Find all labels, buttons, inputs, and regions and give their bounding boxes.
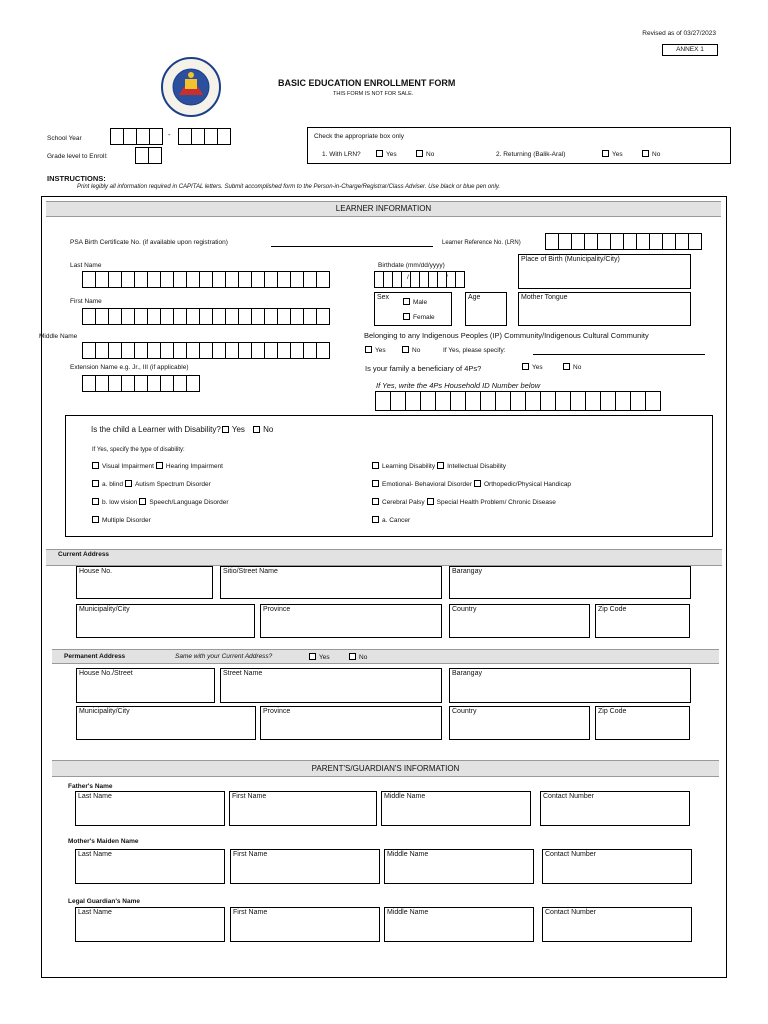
char-cell[interactable] bbox=[95, 271, 109, 288]
disability-option-label: b. low vision bbox=[102, 499, 138, 506]
disability-specify-label: If Yes, specify the type of disability: bbox=[92, 447, 185, 453]
same-address-no[interactable]: No bbox=[349, 653, 367, 661]
char-cell[interactable] bbox=[238, 308, 252, 325]
lrn-input[interactable] bbox=[545, 233, 701, 250]
guardian-name-label: Legal Guardian's Name bbox=[68, 898, 140, 905]
guardian-first-name-field[interactable]: First Name bbox=[230, 907, 380, 942]
char-cell[interactable] bbox=[95, 308, 109, 325]
extension-input[interactable] bbox=[82, 375, 199, 392]
char-cell[interactable] bbox=[251, 308, 265, 325]
char-cell[interactable] bbox=[649, 233, 663, 250]
ip-specify-input[interactable] bbox=[533, 354, 705, 355]
char-cell[interactable] bbox=[147, 375, 161, 392]
disability-option[interactable] bbox=[139, 499, 228, 506]
instructions-text: Print legibly all information required in CAPITAL letters. Submit accomplished form to the Person-in-Charge/Registrar/Class Adviser. Use black or blue pen only. bbox=[77, 184, 501, 190]
disability-yes-checkbox[interactable] bbox=[222, 426, 229, 433]
checkbox[interactable] bbox=[372, 498, 379, 505]
char-cell[interactable] bbox=[455, 271, 465, 288]
ip-yes[interactable]: Yes bbox=[365, 346, 386, 354]
sex-female[interactable]: Female bbox=[403, 313, 435, 321]
char-cell[interactable] bbox=[82, 342, 96, 359]
char-cell[interactable] bbox=[199, 308, 213, 325]
char-cell[interactable] bbox=[405, 391, 421, 411]
disability-option-label: a. Cancer bbox=[382, 517, 411, 524]
char-cell[interactable] bbox=[186, 308, 200, 325]
parents-info-header: PARENT'S/GUARDIAN'S INFORMATION bbox=[52, 760, 719, 777]
place-of-birth-field[interactable]: Place of Birth (Municipality/City) bbox=[518, 254, 691, 289]
char-cell[interactable] bbox=[570, 391, 586, 411]
disability-option-label: Autism Spectrum Disorder bbox=[134, 481, 211, 488]
char-cell[interactable] bbox=[147, 342, 161, 359]
char-cell[interactable] bbox=[212, 271, 226, 288]
char-cell[interactable] bbox=[597, 233, 611, 250]
char-cell[interactable] bbox=[264, 271, 278, 288]
check-box-panel bbox=[307, 127, 731, 164]
char-cell[interactable] bbox=[600, 391, 616, 411]
current-address-title: Current Address bbox=[58, 551, 110, 558]
char-cell[interactable] bbox=[688, 233, 702, 250]
char-cell[interactable] bbox=[173, 308, 187, 325]
disability-option[interactable] bbox=[92, 499, 137, 506]
form-subtitle: THIS FORM IS NOT FOR SALE. bbox=[333, 91, 414, 97]
school-year-label: School Year bbox=[47, 135, 82, 142]
with-lrn-yes[interactable]: Yes bbox=[376, 150, 397, 158]
permanent-address-header bbox=[52, 649, 719, 664]
same-address-question: Same with your Current Address? bbox=[175, 653, 273, 660]
char-cell[interactable] bbox=[121, 342, 135, 359]
char-cell[interactable] bbox=[121, 308, 135, 325]
char-cell[interactable] bbox=[82, 375, 96, 392]
disability-option[interactable] bbox=[125, 481, 211, 488]
birthdate-slash-2: / bbox=[446, 274, 448, 281]
char-cell[interactable] bbox=[623, 233, 637, 250]
disability-option[interactable] bbox=[92, 517, 151, 524]
deped-seal-icon bbox=[153, 57, 229, 117]
disability-option-label: Visual Impairment bbox=[102, 463, 154, 470]
char-cell[interactable] bbox=[212, 342, 226, 359]
age-field[interactable]: Age bbox=[465, 292, 507, 326]
ip-question: Belonging to any Indigenous Peoples (IP) Community/Indigenous Cultural Community bbox=[364, 331, 649, 340]
disability-option[interactable] bbox=[92, 481, 123, 488]
returning-yes[interactable]: Yes bbox=[602, 150, 623, 158]
char-cell[interactable] bbox=[584, 233, 598, 250]
mother-tongue-field[interactable]: Mother Tongue bbox=[518, 292, 691, 326]
father-name-label: Father's Name bbox=[68, 783, 113, 790]
char-cell[interactable] bbox=[95, 375, 109, 392]
first-name-input[interactable] bbox=[82, 308, 329, 325]
char-cell[interactable] bbox=[173, 342, 187, 359]
char-cell[interactable] bbox=[82, 271, 96, 288]
fourps-no[interactable]: No bbox=[563, 363, 581, 371]
char-cell[interactable] bbox=[585, 391, 601, 411]
char-cell[interactable] bbox=[199, 342, 213, 359]
checkbox[interactable] bbox=[92, 516, 99, 523]
disability-row bbox=[372, 498, 573, 516]
char-cell[interactable] bbox=[225, 308, 239, 325]
mother-first-name-field[interactable]: First Name bbox=[230, 849, 380, 884]
char-cell[interactable] bbox=[495, 391, 511, 411]
char-cell[interactable] bbox=[316, 342, 330, 359]
char-cell[interactable] bbox=[251, 271, 265, 288]
checkbox[interactable] bbox=[427, 498, 434, 505]
char-cell[interactable] bbox=[199, 271, 213, 288]
grade-level-label: Grade level to Enroll: bbox=[47, 153, 108, 160]
char-cell[interactable] bbox=[238, 342, 252, 359]
birthdate-slash-1: / bbox=[407, 274, 409, 281]
char-cell[interactable] bbox=[420, 391, 436, 411]
char-cell[interactable] bbox=[465, 391, 481, 411]
permanent-province-field[interactable]: Province bbox=[260, 706, 442, 740]
fourps-id-input[interactable] bbox=[375, 391, 660, 411]
char-cell[interactable] bbox=[82, 308, 96, 325]
char-cell[interactable] bbox=[277, 271, 291, 288]
current-street-field[interactable]: Sitio/Street Name bbox=[220, 566, 442, 599]
char-cell[interactable] bbox=[186, 342, 200, 359]
disability-option-label: Intellectual Disability bbox=[447, 463, 507, 470]
father-first-name-field[interactable]: First Name bbox=[229, 791, 377, 826]
with-lrn-label: 1. With LRN? bbox=[322, 151, 361, 158]
fourps-yes[interactable]: Yes bbox=[522, 363, 543, 371]
char-cell[interactable] bbox=[316, 271, 330, 288]
returning-no[interactable]: No bbox=[642, 150, 660, 158]
char-cell[interactable] bbox=[558, 233, 572, 250]
disability-question: Is the child a Learner with Disability? Yes No bbox=[91, 425, 274, 434]
char-cell[interactable] bbox=[316, 308, 330, 325]
char-cell[interactable] bbox=[303, 342, 317, 359]
returning-label: 2. Returning (Balik-Aral) bbox=[496, 151, 566, 158]
char-cell[interactable] bbox=[303, 271, 317, 288]
father-contact-field[interactable]: Contact Number bbox=[540, 791, 690, 826]
permanent-address-title: Permanent Address bbox=[64, 653, 126, 660]
disability-option[interactable] bbox=[372, 499, 425, 506]
char-cell[interactable] bbox=[173, 375, 187, 392]
disability-option-label: Speech/Language Disorder bbox=[149, 499, 229, 506]
disability-panel bbox=[65, 415, 713, 537]
char-cell[interactable] bbox=[95, 342, 109, 359]
checkbox[interactable] bbox=[474, 480, 481, 487]
check-box-title: Check the appropriate box only bbox=[314, 133, 404, 140]
char-cell[interactable] bbox=[134, 271, 148, 288]
disability-option-label: a. blind bbox=[102, 481, 123, 488]
disability-option[interactable] bbox=[372, 463, 435, 470]
char-cell[interactable] bbox=[264, 342, 278, 359]
char-cell[interactable] bbox=[160, 308, 174, 325]
char-cell[interactable] bbox=[108, 308, 122, 325]
psa-input[interactable] bbox=[271, 246, 433, 247]
char-cell[interactable] bbox=[108, 342, 122, 359]
disability-option[interactable] bbox=[92, 463, 154, 470]
current-barangay-field[interactable]: Barangay bbox=[449, 566, 691, 599]
char-cell[interactable] bbox=[435, 391, 451, 411]
disability-option-label: Special Health Problem/ Chronic Disease bbox=[436, 499, 556, 506]
char-cell[interactable] bbox=[610, 233, 624, 250]
char-cell[interactable] bbox=[545, 233, 559, 250]
char-cell[interactable] bbox=[510, 391, 526, 411]
char-cell[interactable] bbox=[540, 391, 556, 411]
mother-contact-field[interactable]: Contact Number bbox=[542, 849, 692, 884]
char-cell[interactable] bbox=[238, 271, 252, 288]
char-cell[interactable] bbox=[290, 308, 304, 325]
disability-option-label: Cerebral Palsy bbox=[382, 499, 425, 506]
disability-row bbox=[92, 516, 231, 534]
char-cell[interactable] bbox=[160, 271, 174, 288]
char-cell[interactable] bbox=[277, 308, 291, 325]
disability-row bbox=[92, 462, 231, 480]
char-cell[interactable] bbox=[121, 271, 135, 288]
ip-no[interactable]: No bbox=[402, 346, 420, 354]
char-cell[interactable] bbox=[225, 271, 239, 288]
instructions-label: INSTRUCTIONS: bbox=[47, 174, 106, 183]
annex-label: ANNEX 1 bbox=[662, 44, 718, 56]
char-cell[interactable] bbox=[555, 391, 571, 411]
mother-middle-name-field[interactable]: Middle Name bbox=[384, 849, 534, 884]
school-year-dash: - bbox=[168, 130, 171, 139]
current-municipality-field[interactable]: Municipality/City bbox=[76, 604, 255, 638]
char-cell[interactable] bbox=[645, 391, 661, 411]
current-address-header bbox=[46, 549, 722, 566]
guardian-middle-name-field[interactable]: Middle Name bbox=[384, 907, 534, 942]
mother-name-label: Mother's Maiden Name bbox=[68, 838, 139, 845]
disability-row bbox=[92, 480, 231, 498]
disability-row bbox=[92, 498, 231, 516]
ip-specify-label: If Yes, please specify: bbox=[443, 347, 506, 354]
char-cell[interactable] bbox=[264, 308, 278, 325]
current-country-field[interactable]: Country bbox=[449, 604, 590, 638]
checkbox[interactable] bbox=[92, 462, 99, 469]
psa-label: PSA Birth Certificate No. (if available upon registration) bbox=[70, 239, 228, 246]
same-address-yes[interactable]: Yes bbox=[309, 653, 330, 661]
school-year-start[interactable] bbox=[110, 128, 162, 145]
disability-option-label: Learning Disability bbox=[382, 463, 436, 470]
disability-option[interactable] bbox=[372, 481, 472, 488]
char-cell[interactable] bbox=[186, 375, 200, 392]
char-cell[interactable] bbox=[571, 233, 585, 250]
disability-row bbox=[372, 462, 573, 480]
char-cell[interactable] bbox=[480, 391, 496, 411]
char-cell[interactable] bbox=[290, 342, 304, 359]
char-cell[interactable] bbox=[147, 308, 161, 325]
mother-last-name-field[interactable]: Last Name bbox=[75, 849, 225, 884]
fourps-question: Is your family a beneficiary of 4Ps? bbox=[365, 364, 482, 373]
char-cell[interactable] bbox=[160, 342, 174, 359]
sex-male[interactable]: Male bbox=[403, 298, 427, 306]
current-zip-field[interactable]: Zip Code bbox=[595, 604, 690, 638]
current-house-field[interactable]: House No. bbox=[76, 566, 213, 599]
char-cell[interactable] bbox=[225, 342, 239, 359]
disability-option[interactable] bbox=[474, 481, 571, 488]
checkbox[interactable] bbox=[372, 480, 379, 487]
checkbox[interactable] bbox=[125, 480, 132, 487]
disability-list-left bbox=[92, 462, 231, 534]
char-cell[interactable] bbox=[134, 375, 148, 392]
last-name-label: Last Name bbox=[70, 262, 102, 269]
char-cell[interactable] bbox=[108, 375, 122, 392]
checkbox[interactable] bbox=[92, 498, 99, 505]
current-province-field[interactable]: Province bbox=[260, 604, 442, 638]
father-middle-name-field[interactable]: Middle Name bbox=[381, 791, 531, 826]
checkbox[interactable] bbox=[139, 498, 146, 505]
disability-option-label: Emotional- Behavioral Disorder bbox=[382, 481, 472, 488]
disability-option-label: Hearing Impairment bbox=[165, 463, 223, 470]
first-name-label: First Name bbox=[70, 298, 102, 305]
char-cell[interactable] bbox=[675, 233, 689, 250]
checkbox[interactable] bbox=[372, 462, 379, 469]
grade-level-input[interactable] bbox=[135, 147, 161, 164]
disability-option-label: Orthopedic/Physical Handicap bbox=[483, 481, 572, 488]
sex-field: Sex Male Female bbox=[374, 292, 452, 326]
school-year-end[interactable] bbox=[178, 128, 230, 145]
learner-info-header: LEARNER INFORMATION bbox=[46, 201, 721, 217]
father-last-name-field[interactable]: Last Name bbox=[75, 791, 225, 826]
disability-option[interactable] bbox=[372, 517, 410, 524]
disability-row bbox=[372, 516, 573, 534]
disability-row bbox=[372, 480, 573, 498]
char-cell[interactable] bbox=[134, 308, 148, 325]
permanent-country-field[interactable]: Country bbox=[449, 706, 590, 740]
char-cell[interactable] bbox=[173, 271, 187, 288]
disability-option[interactable] bbox=[156, 463, 223, 470]
lrn-label: Learner Reference No. (LRN) bbox=[442, 240, 521, 246]
revision-date: Revised as of 03/27/2023 bbox=[642, 30, 716, 37]
char-cell[interactable] bbox=[450, 391, 466, 411]
char-cell[interactable] bbox=[277, 342, 291, 359]
char-cell[interactable] bbox=[375, 391, 391, 411]
extension-label: Extension Name e.g. Jr., III (if applicable) bbox=[70, 364, 189, 371]
char-cell[interactable] bbox=[390, 391, 406, 411]
permanent-barangay-field[interactable]: Barangay bbox=[449, 668, 691, 703]
guardian-last-name-field[interactable]: Last Name bbox=[75, 907, 225, 942]
char-cell[interactable] bbox=[160, 375, 174, 392]
char-cell[interactable] bbox=[134, 342, 148, 359]
permanent-municipality-field[interactable]: Municipality/City bbox=[76, 706, 256, 740]
fourps-id-label: If Yes, write the 4Ps Household ID Number below bbox=[376, 381, 541, 390]
disability-option-label: Multiple Disorder bbox=[102, 517, 151, 524]
char-cell[interactable] bbox=[636, 233, 650, 250]
char-cell[interactable] bbox=[186, 271, 200, 288]
guardian-contact-field[interactable]: Contact Number bbox=[542, 907, 692, 942]
char-cell[interactable] bbox=[615, 391, 631, 411]
char-cell[interactable] bbox=[147, 271, 161, 288]
disability-option[interactable] bbox=[437, 463, 506, 470]
checkbox[interactable] bbox=[156, 462, 163, 469]
char-cell[interactable] bbox=[303, 308, 317, 325]
char-cell[interactable] bbox=[630, 391, 646, 411]
checkbox[interactable] bbox=[372, 516, 379, 523]
permanent-street-field[interactable]: Street Name bbox=[220, 668, 442, 703]
char-cell[interactable] bbox=[290, 271, 304, 288]
checkbox[interactable] bbox=[92, 480, 99, 487]
permanent-zip-field[interactable]: Zip Code bbox=[595, 706, 690, 740]
char-cell[interactable] bbox=[212, 308, 226, 325]
checkbox[interactable] bbox=[437, 462, 444, 469]
birthdate-label: Birthdate (mm/dd/yyyy) bbox=[378, 262, 445, 269]
permanent-house-field[interactable]: House No./Street bbox=[76, 668, 215, 703]
middle-name-input[interactable] bbox=[82, 342, 329, 359]
middle-name-label: Middle Name bbox=[39, 333, 78, 340]
disability-no-checkbox[interactable] bbox=[253, 426, 260, 433]
char-cell[interactable] bbox=[662, 233, 676, 250]
char-cell[interactable] bbox=[108, 271, 122, 288]
disability-list-right bbox=[372, 462, 573, 534]
char-cell[interactable] bbox=[251, 342, 265, 359]
birthdate-input[interactable] bbox=[374, 271, 464, 288]
char-cell[interactable] bbox=[121, 375, 135, 392]
disability-option[interactable] bbox=[427, 499, 556, 506]
char-cell[interactable] bbox=[525, 391, 541, 411]
form-title: BASIC EDUCATION ENROLLMENT FORM bbox=[278, 78, 456, 88]
last-name-input[interactable] bbox=[82, 271, 329, 288]
with-lrn-no[interactable]: No bbox=[416, 150, 434, 158]
